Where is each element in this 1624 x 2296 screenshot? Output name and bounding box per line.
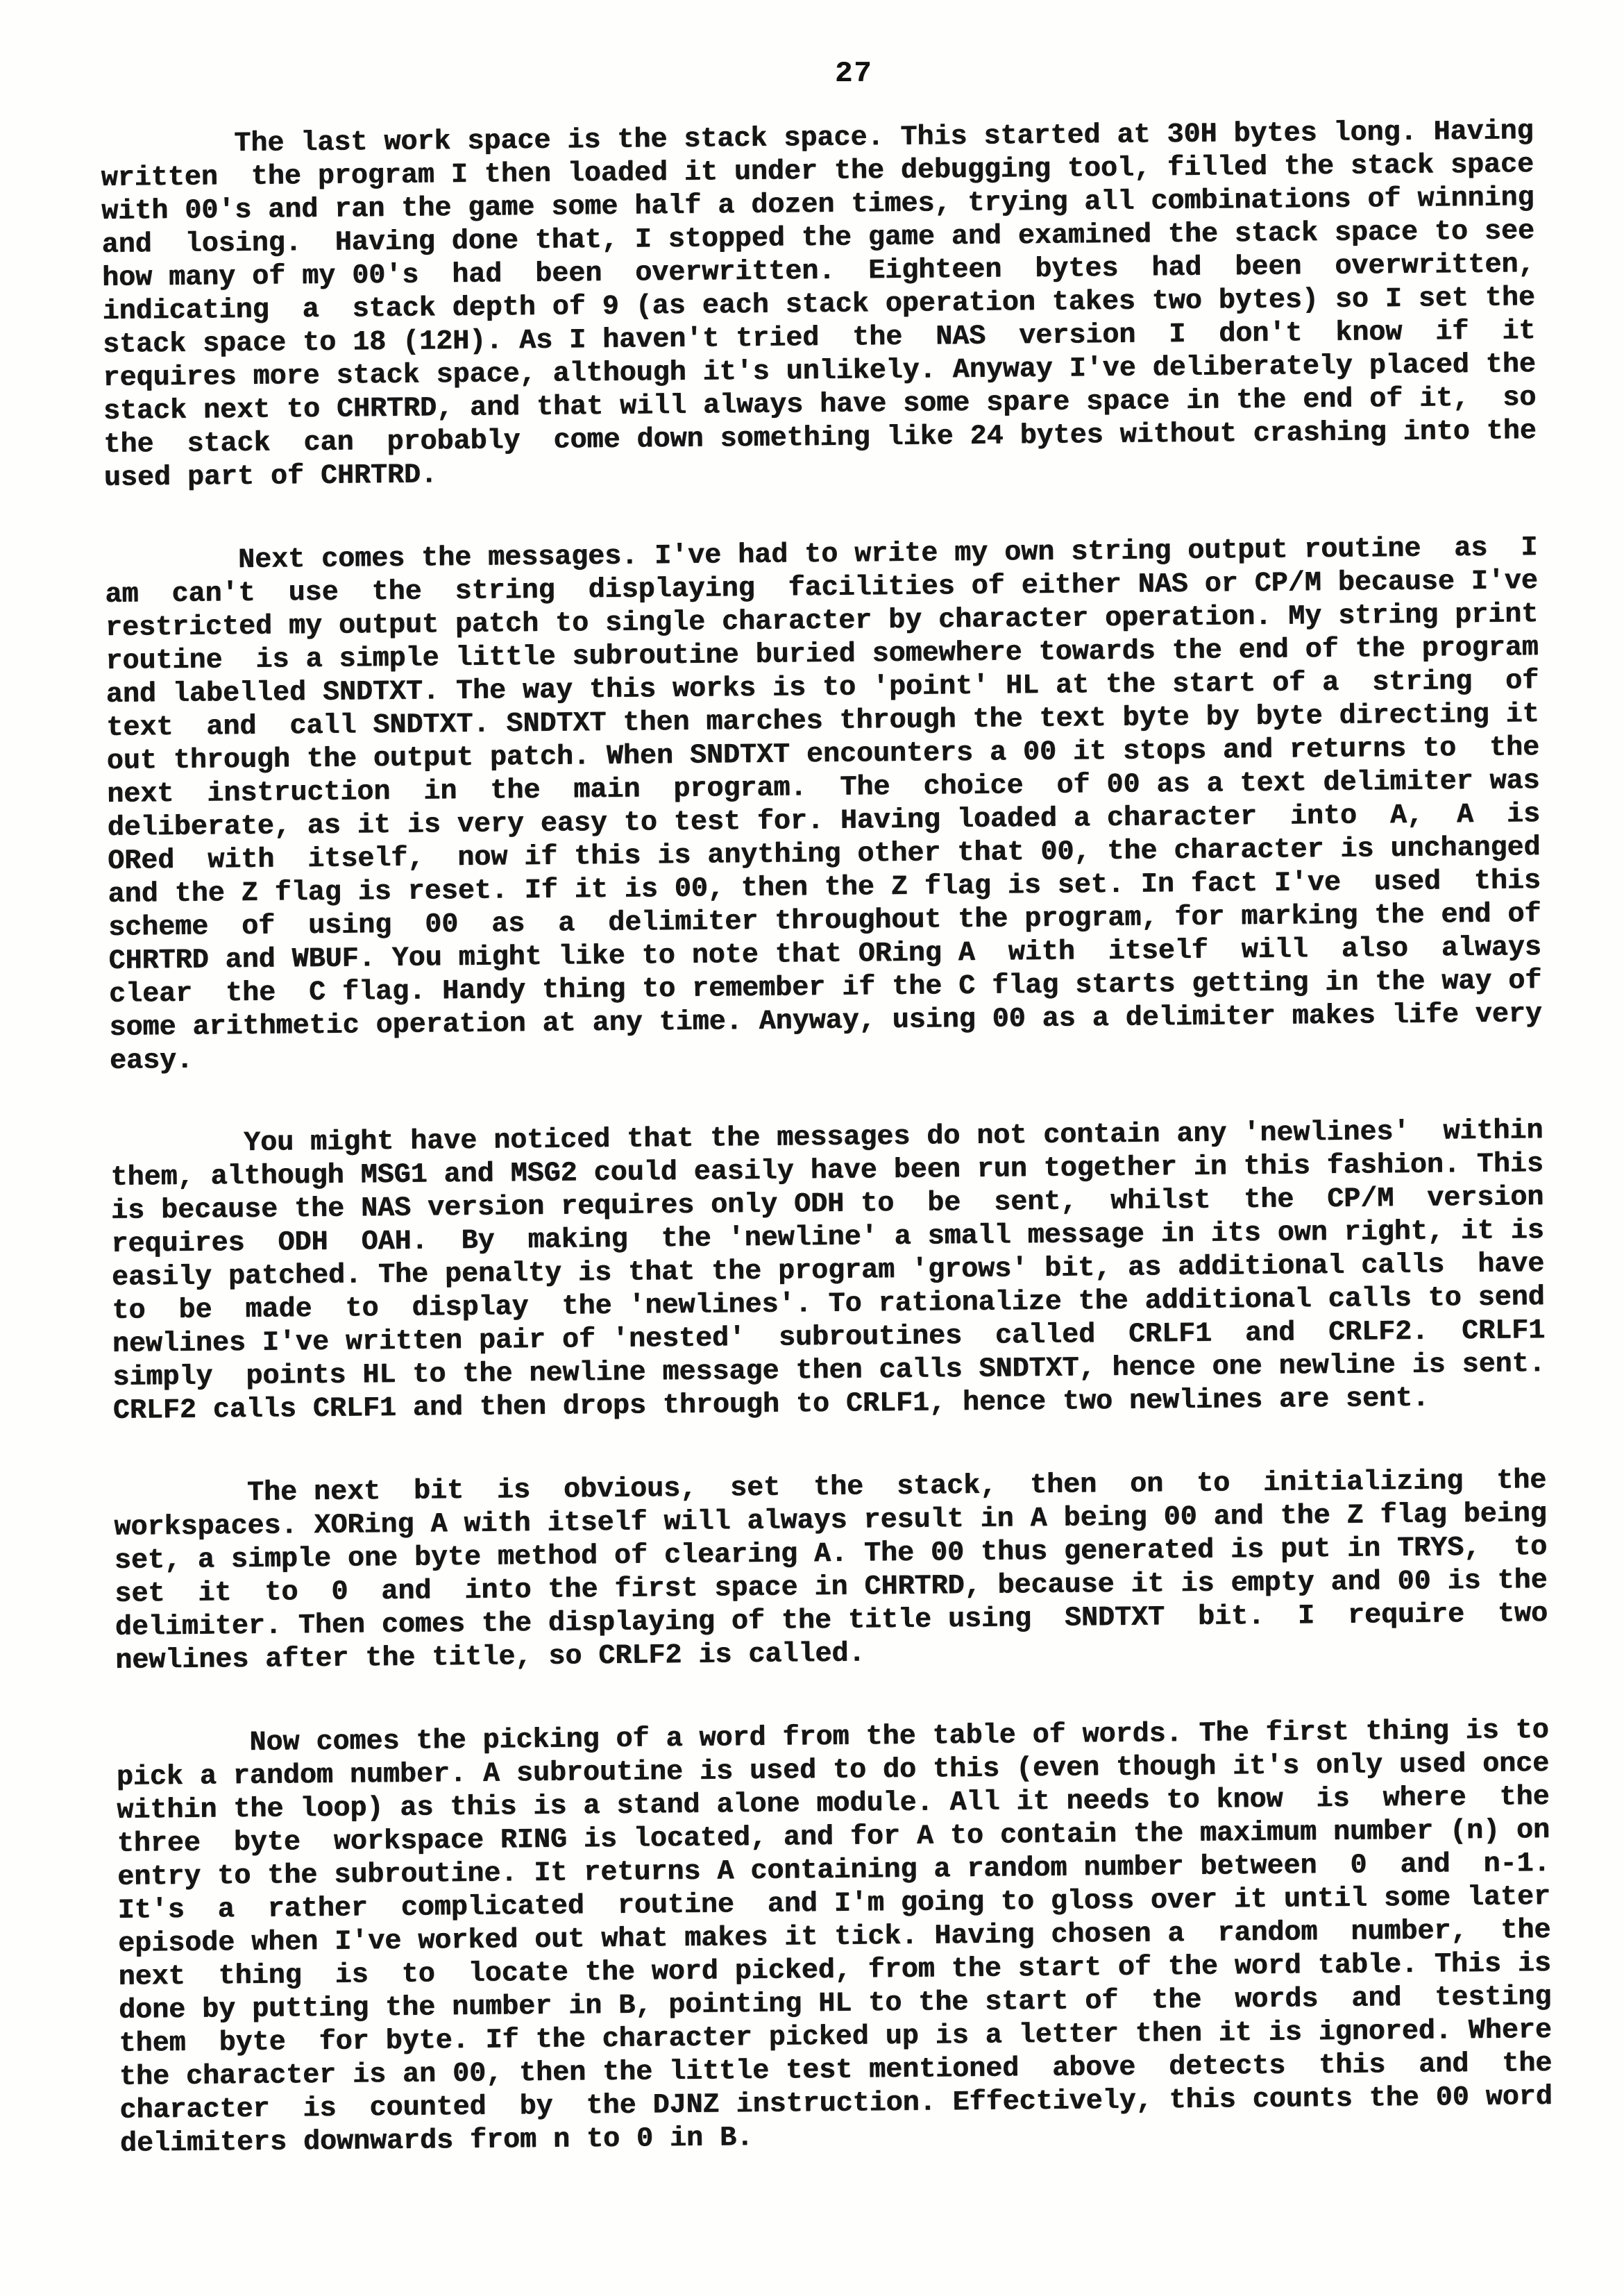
paragraph-word-picking: Now comes the picking of a word from the table of words. The first thing is to pick a random number. A subroutine is used to do this (even though it's only used once within the loop) as this is a stand alone module. All it needs to know is where the three byte workspace RING is located, and for A to contain the maximum number (n) on entry to the subroutine. It returns A containing a random number between 0 and n-1. It's a rather complicated routine and I'm going to gloss over it until some later episode when I've worked out what makes it tick. Having chosen a random number, the next thing is to locate the word picked, from the start of the word table. This is done by putting the number in B, pointing HL to the start of the words and testing them byte for byte. If the character picked up is a letter then it is ignored. Where the character is an 00, then the little test mentioned above detects this and the character is counted by the DJNZ instruction. Effectively, this counts the 00 word delimiters downwards from n to 0 in B. (116, 1715, 1553, 2160)
paragraph-initializing-workspaces: The next bit is obvious, set the stack, then on to initializing the workspaces. XORing A with itself will always result in A being 00 and the Z flag being set, a simple one byte method of clearing A. The 00 thus generated is put in TRYS, to set it to 0 and into the first space in CHRTRD, because it is empty and 00 is the delimiter. Then comes the displaying of the title using SNDTXT bit. I require two newlines after the title, so CRLF2 is called. (113, 1465, 1548, 1677)
paragraph-newlines-crlf: You might have noticed that the messages do not contain any 'newlines' within them, although MSG1 and MSG2 could easily have been run together in this fashion. This is because the NAS version requires only ODH to be sent, whilst the CP/M version requires ODH OAH. By making the 'newline' a small message in its own right, it is easily patched. The penalty is that the program 'grows' bit, as additional calls have to be made to display the 'newlines'. To rationalize the additional calls to send newlines I've written pair of 'nested' subroutines called CRLF1 and CRLF2. CRLF1 simply points HL to the newline message then calls SNDTXT, hence one newline is sent. CRLF2 calls CRLF1 and then drops through to CRLF1, hence two newlines are sent. (110, 1115, 1546, 1427)
paragraph-stack-space: The last work space is the stack space. This started at 30H bytes long. Having written the program I then loaded it under the debugging tool, filled the stack space with 00's and ran the game some half a dozen times, trying all combinations of winning and losing. Having done that, I stopped the game and examined the stack space to see how many of my 00's had been overwritten. Eighteen bytes had been overwritten, indicating a stack depth of 9 (as each stack operation takes two bytes) so I set the stack space to 18 (12H). As I haven't tried the NAS version I don't know if it requires more stack space, although it's unlikely. Anyway I've deliberately placed the stack next to CHRTRD, and that will always have some spare space in the end of it, so the stack can probably come down something like 24 bytes without crashing into the used part of CHRTRD. (101, 116, 1537, 494)
page-text-block (101, 115, 1591, 2161)
paragraph-messages-sndtxt: Next comes the messages. I've had to write my own string output routine as I am can't use the string displaying facilities of either NAS or CP/M because I've restricted my output patch to single character by character operation. My string print routine is a simple little subroutine buried somewhere towards the end of the program and labelled SNDTXT. The way this works is to 'point' HL at the start of a string of text and call SNDTXT. SNDTXT then marches through the text byte by byte directing it out through the output patch. When SNDTXT encounters a 00 it stops and returns to the next instruction in the main program. The choice of 00 as a text delimiter was deliberate, as it is very easy to test for. Having loaded a character into A, A is ORed with itself, now if this is anything other that 00, the character is unchanged and the Z flag is reset. If it is 00, then the Z flag is set. In fact I've used this scheme of using 00 as a delimiter throughout the program, for marking the end of CHRTRD and WBUF. You might like to note that ORing A with itself will also always clear the C flag. Handy thing to remember if the C flag starts getting in the way of some arithmetic operation at any time. Anyway, using 00 as a delimiter makes life very easy. (104, 532, 1542, 1077)
page-number: 27 (835, 57, 873, 90)
